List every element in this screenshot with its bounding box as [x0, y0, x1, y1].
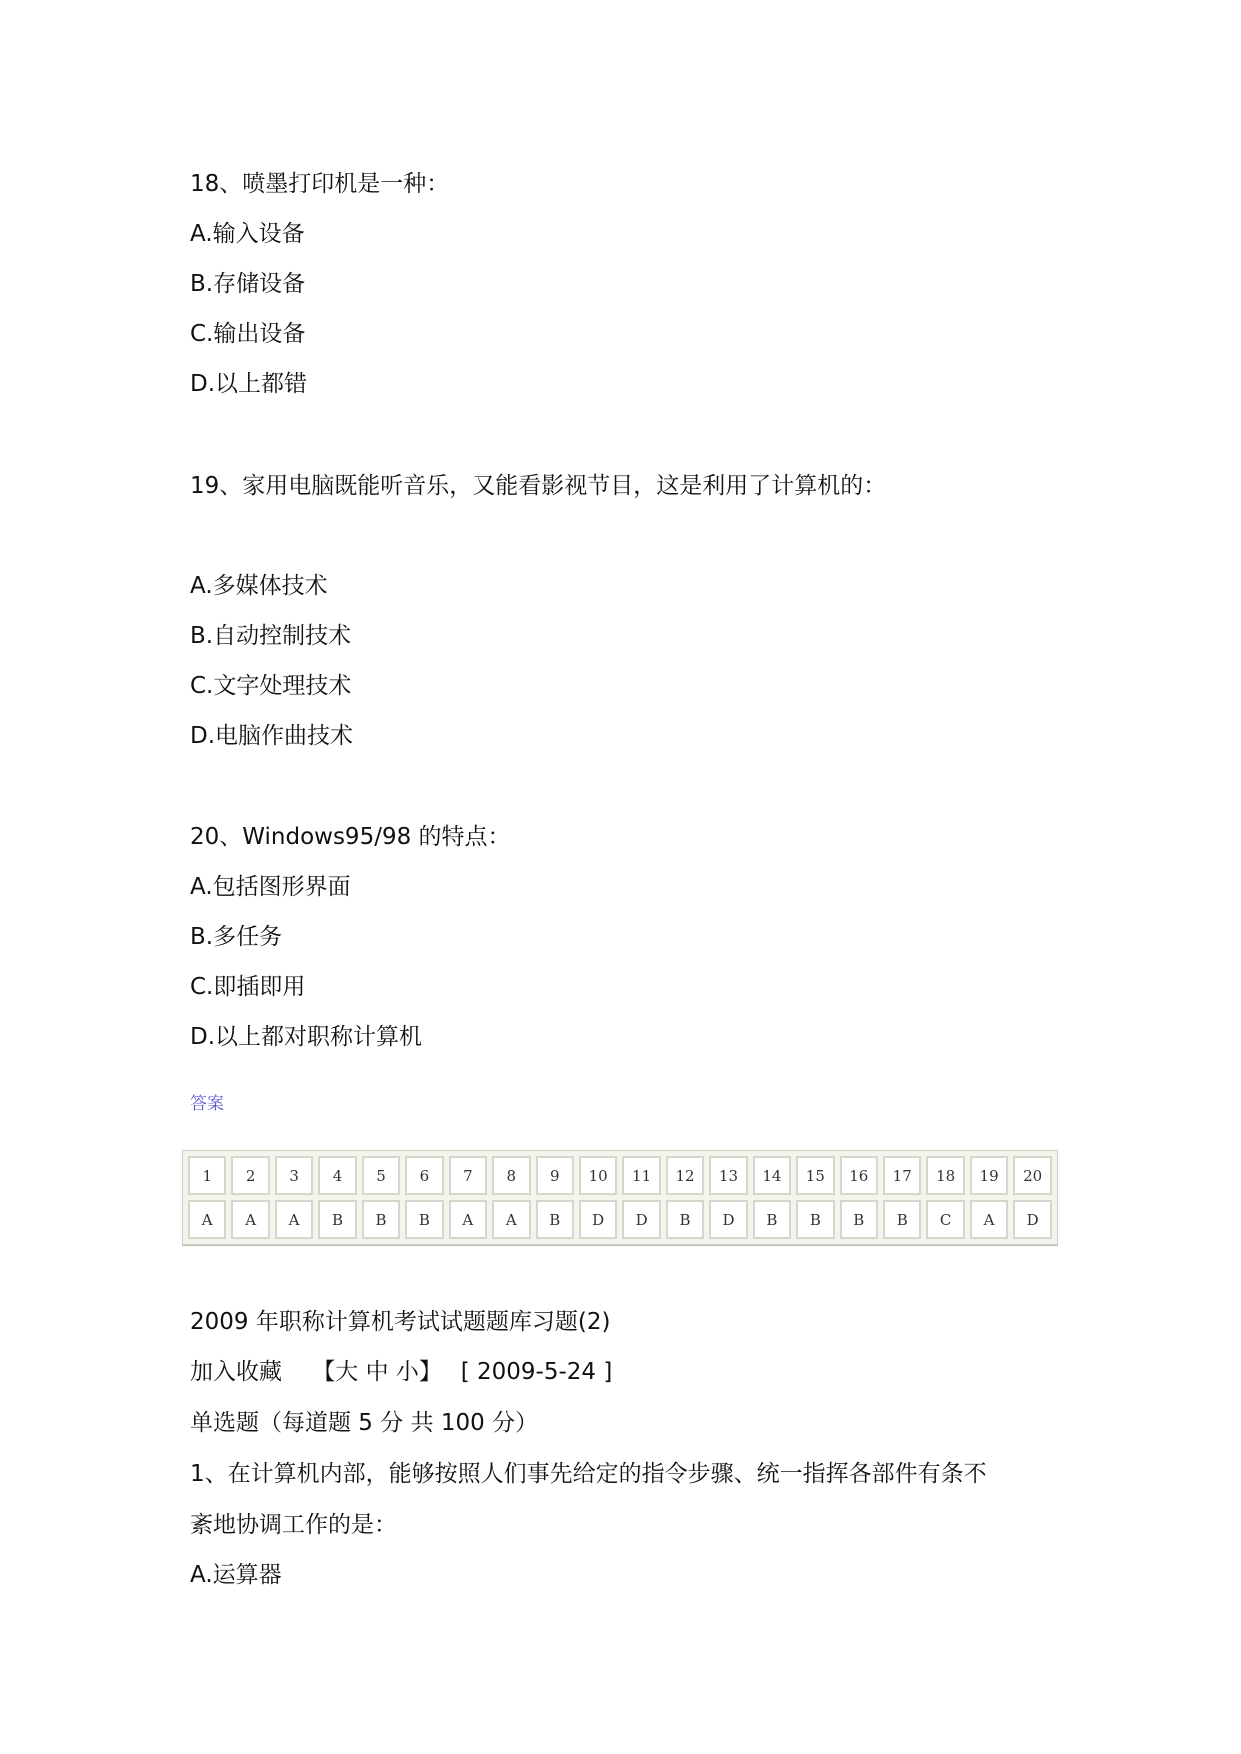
answer-key-cell: D: [622, 1200, 660, 1239]
answer-number-cell: 19: [970, 1156, 1008, 1195]
answer-number-cell: 1: [188, 1156, 226, 1195]
answer-key-cell: A: [188, 1200, 226, 1239]
answer-number-cell: 9: [536, 1156, 574, 1195]
question-type-line: 单选题（每道题 5 分 共 100 分）: [190, 1410, 539, 1436]
question-1-stem-line-1: 1、在计算机内部，能够按照人们事先给定的指令步骤、统一指挥各部件有条不: [190, 1461, 987, 1487]
answer-key-cell: D: [709, 1200, 747, 1239]
answer-key-cell: C: [926, 1200, 964, 1239]
question-1-option-a: A.运算器: [190, 1562, 282, 1588]
answer-key-cell: B: [753, 1200, 791, 1239]
question-19-option-d: D.电脑作曲技术: [190, 723, 354, 749]
answer-key-cell: A: [970, 1200, 1008, 1239]
question-19-option-c: C.文字处理技术: [190, 673, 352, 699]
answer-number-cell: 7: [449, 1156, 487, 1195]
answer-link[interactable]: 答案: [190, 1094, 224, 1114]
answer-key-cell: D: [1013, 1200, 1052, 1239]
answer-key-cell: B: [796, 1200, 834, 1239]
question-18-stem: 18、喷墨打印机是一种：: [190, 171, 450, 197]
answer-number-cell: 2: [231, 1156, 269, 1195]
answer-key-cell: A: [231, 1200, 269, 1239]
answer-number-cell: 14: [753, 1156, 791, 1195]
answer-number-cell: 12: [666, 1156, 704, 1195]
answer-number-row: [188, 1156, 1052, 1195]
answer-key-cell: B: [318, 1200, 356, 1239]
question-20-stem: 20、Windows95/98 的特点：: [190, 824, 511, 850]
answer-key-row: [188, 1200, 1052, 1239]
answer-number-cell: 3: [275, 1156, 313, 1195]
answer-key-cell: D: [579, 1200, 617, 1239]
section-meta: 加入收藏 【大 中 小】 [ 2009-5-24 ]: [190, 1359, 613, 1385]
question-18-option-b: B.存储设备: [190, 271, 306, 297]
question-19-option-a: A.多媒体技术: [190, 573, 328, 599]
answer-number-cell: 6: [405, 1156, 443, 1195]
answer-key-cell: B: [840, 1200, 878, 1239]
answer-key-cell: B: [536, 1200, 574, 1239]
answer-number-cell: 18: [926, 1156, 964, 1195]
question-20-option-a: A.包括图形界面: [190, 874, 351, 900]
answer-number-cell: 15: [796, 1156, 834, 1195]
section-title: 2009 年职称计算机考试试题题库习题(2): [190, 1309, 611, 1335]
answer-number-cell: 5: [362, 1156, 400, 1195]
question-1-stem-line-2: 紊地协调工作的是：: [190, 1512, 397, 1538]
answer-number-cell: 20: [1013, 1156, 1052, 1195]
question-18-option-c: C.输出设备: [190, 321, 306, 347]
question-20-option-b: B.多任务: [190, 924, 283, 950]
answer-number-cell: 4: [318, 1156, 356, 1195]
answer-number-cell: 17: [883, 1156, 921, 1195]
answer-number-cell: 10: [579, 1156, 617, 1195]
question-19-option-b: B.自动控制技术: [190, 623, 352, 649]
answer-key-cell: A: [492, 1200, 530, 1239]
answer-number-cell: 11: [622, 1156, 660, 1195]
question-20-option-d: D.以上都对职称计算机: [190, 1024, 423, 1050]
answer-number-cell: 13: [709, 1156, 747, 1195]
answer-number-cell: 16: [840, 1156, 878, 1195]
question-20-option-c: C.即插即用: [190, 974, 306, 1000]
answer-key-cell: A: [275, 1200, 313, 1239]
question-18-option-a: A.输入设备: [190, 221, 305, 247]
answer-number-cell: 8: [492, 1156, 530, 1195]
answer-key-cell: B: [362, 1200, 400, 1239]
question-18-option-d: D.以上都错: [190, 371, 308, 397]
question-19-stem: 19、家用电脑既能听音乐，又能看影视节目，这是利用了计算机的：: [190, 473, 887, 499]
answer-table: [182, 1150, 1058, 1245]
answer-key-cell: B: [405, 1200, 443, 1239]
answer-key-cell: A: [449, 1200, 487, 1239]
answer-key-cell: B: [666, 1200, 704, 1239]
answer-key-cell: B: [883, 1200, 921, 1239]
